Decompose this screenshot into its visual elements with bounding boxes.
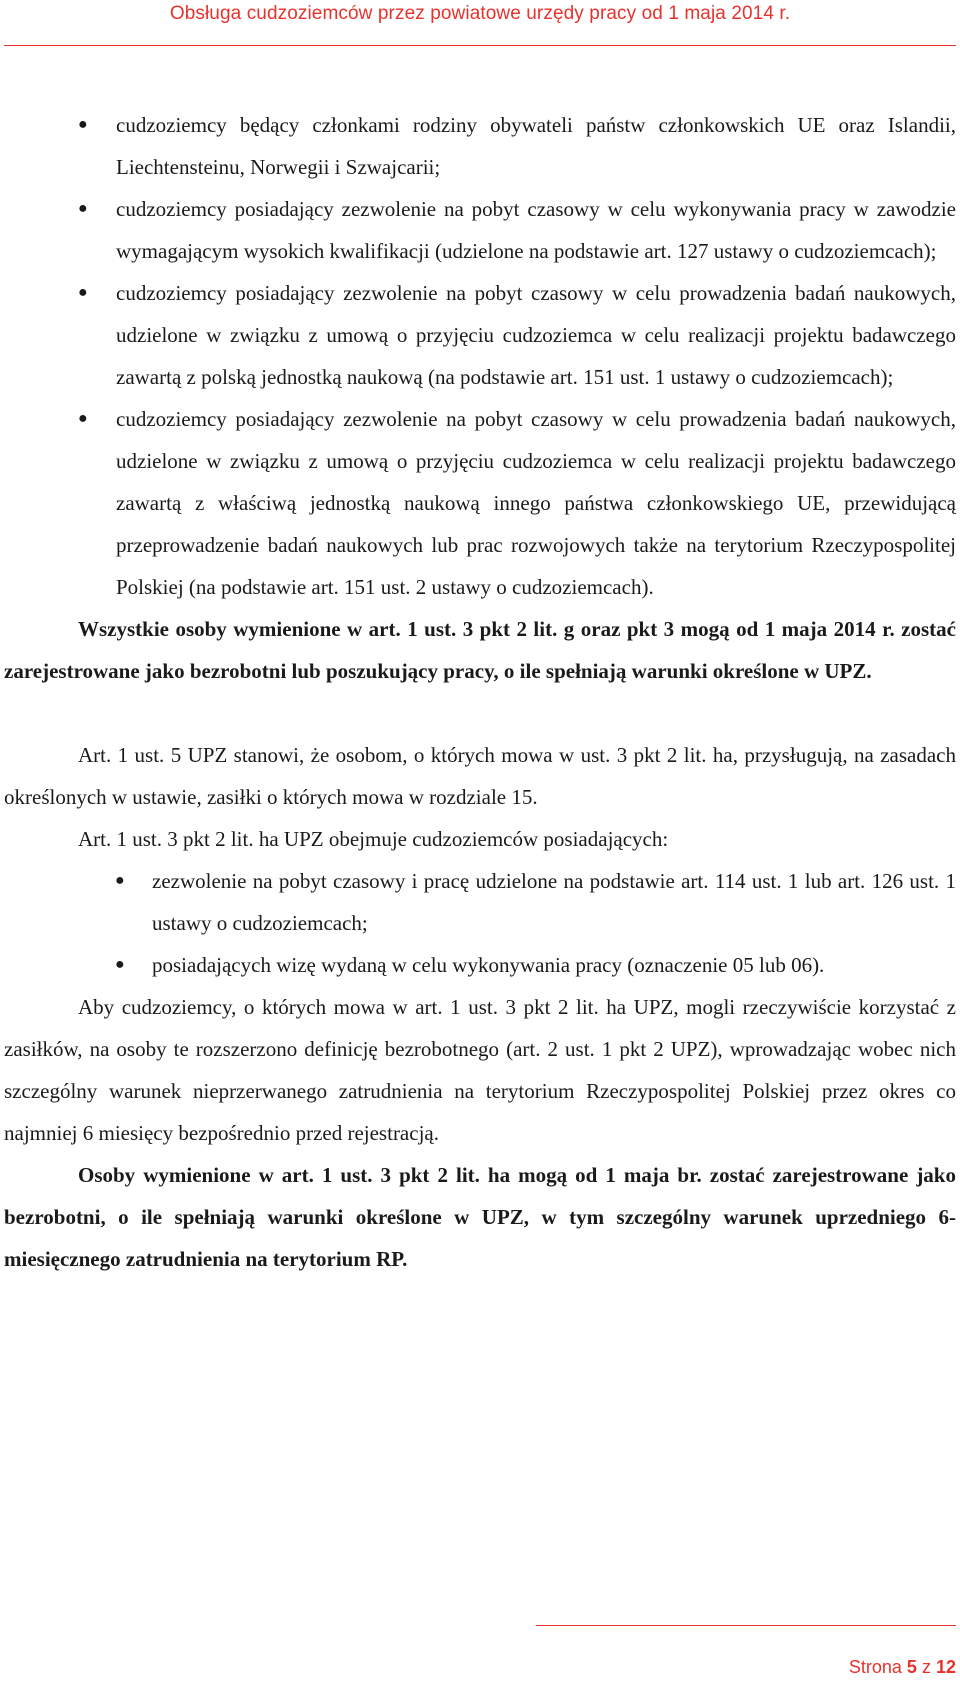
list-item-text: posiadających wizę wydaną w celu wykonywania pracy (oznaczenie 05 lub 06). xyxy=(152,953,825,977)
footer-divider xyxy=(536,1625,956,1626)
paragraph-spacer xyxy=(4,692,956,734)
header-title: Obsługa cudzoziemców przez powiatowe urzędy pracy od 1 maja 2014 r. xyxy=(169,3,791,24)
permits-list xyxy=(4,860,956,986)
list-item-text: cudzoziemcy posiadający zezwolenie na pobyt czasowy w celu prowadzenia badań naukowych, udzielone w związku z umową o przyjęciu cudzoziemca w celu realizacji projektu badawczego zawartą z polską jednostką naukową (na podstawie art. 151 ust. 1 ustawy o cudzoziemcach); xyxy=(116,281,956,389)
page-label: Strona xyxy=(848,1657,902,1677)
registration-summary-paragraph: Wszystkie osoby wymienione w art. 1 ust. 3 pkt 2 lit. g oraz pkt 3 mogą od 1 maja 2014 r. zostać zarejestrowane jako bezrobotni lub poszukujący pracy, o ile spełniają warunki określone w UPZ. xyxy=(4,617,956,683)
list-item-text: cudzoziemcy posiadający zezwolenie na pobyt czasowy w celu prowadzenia badań naukowych, udzielone w związku z umową o przyjęciu cudzoziemca w celu realizacji projektu badawczego zawartą z właściwą jednostką naukową innego państwa członkowskiego UE, przewidującą przeprowadzenie badań naukowych lub prac rozwojowych także na terytorium Rzeczypospolitej Polskiej (na podstawie art. 151 ust. 2 ustawy o cudzoziemcach). xyxy=(116,407,956,599)
page-current: 5 xyxy=(906,1657,917,1677)
art-3-intro-paragraph: Art. 1 ust. 3 pkt 2 lit. ha UPZ obejmuje cudzoziemców posiadających: xyxy=(78,827,669,851)
registration-condition-paragraph: Osoby wymienione w art. 1 ust. 3 pkt 2 lit. ha mogą od 1 maja br. zostać zarejestrowane jako bezrobotni, o ile spełniają warunki określone w UPZ, w tym szczególny warunek uprzedniego 6-miesięcznego zatrudnienia na terytorium RP. xyxy=(4,1163,956,1271)
unemployed-definition-paragraph: Aby cudzoziemcy, o których mowa w art. 1 ust. 3 pkt 2 lit. ha UPZ, mogli rzeczywiście korzystać z zasiłków, na osoby te rozszerzono definicję bezrobotnego (art. 2 ust. 1 pkt 2 UPZ), wprowadzając wobec nich szczególny warunek nieprzerwanego zatrudnienia na terytorium Rzeczypospolitej Polskiej przez okres co najmniej 6 miesięcy bezpośrednio przed rejestracją. xyxy=(4,995,956,1145)
list-item-text: zezwolenie na pobyt czasowy i pracę udzielone na podstawie art. 114 ust. 1 lub art. 126 ust. 1 ustawy o cudzoziemcach; xyxy=(152,869,956,935)
bullet-dot-icon: ● xyxy=(78,284,88,301)
bullet-dot-icon: ● xyxy=(78,116,88,133)
art-5-paragraph: Art. 1 ust. 5 UPZ stanowi, że osobom, o których mowa w ust. 3 pkt 2 lit. ha, przysługują, na zasadach określonych w ustawie, zasiłki o których mowa w rozdziale 15. xyxy=(4,743,956,809)
list-item xyxy=(4,860,956,944)
list-item xyxy=(4,398,956,608)
header-divider xyxy=(4,45,956,46)
bullet-dot-icon: ● xyxy=(78,410,88,427)
list-item xyxy=(4,104,956,188)
bullet-dot-icon: ● xyxy=(115,956,125,973)
list-item xyxy=(4,944,956,986)
list-item xyxy=(4,272,956,398)
page-total: 12 xyxy=(935,1657,956,1677)
eligible-foreigners-list xyxy=(4,104,956,608)
page-number xyxy=(849,1657,956,1678)
page-header xyxy=(0,0,960,60)
page-separator: z xyxy=(921,1657,931,1677)
list-item-text: cudzoziemcy posiadający zezwolenie na pobyt czasowy w celu wykonywania pracy w zawodzie wymagającym wysokich kwalifikacji (udzielone na podstawie art. 127 ustawy o cudzoziemcach); xyxy=(116,197,956,263)
document-body xyxy=(4,104,956,1280)
bullet-dot-icon: ● xyxy=(115,872,125,889)
list-item-text: cudzoziemcy będący członkami rodziny obywateli państw członkowskich UE oraz Islandii, Liechtensteinu, Norwegii i Szwajcarii; xyxy=(116,113,956,179)
bullet-dot-icon: ● xyxy=(78,200,88,217)
list-item xyxy=(4,188,956,272)
